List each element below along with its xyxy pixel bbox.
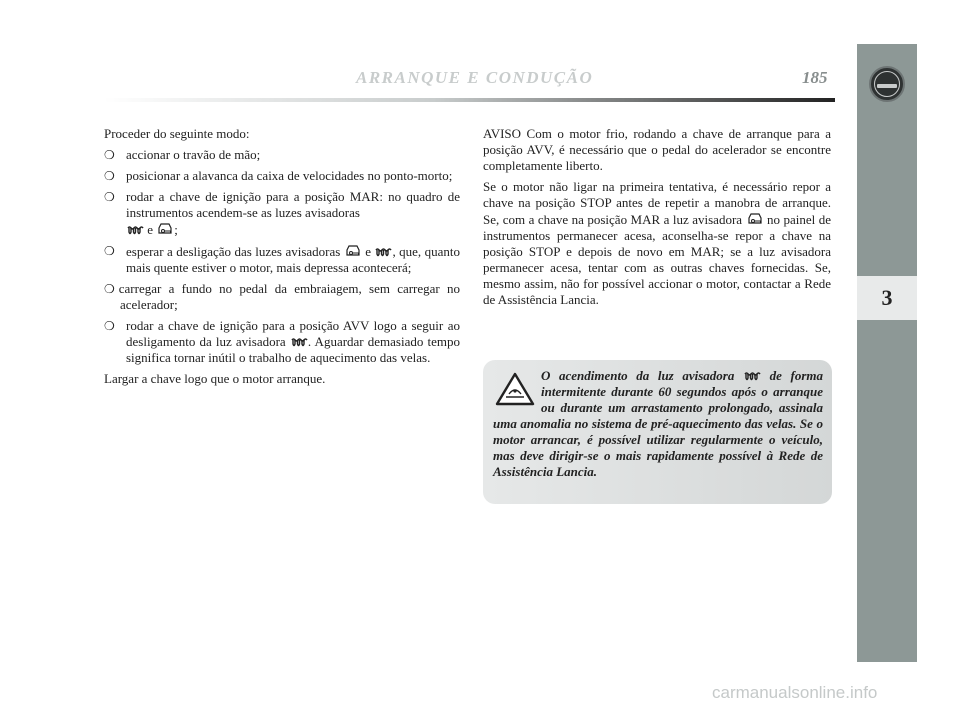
immobilizer-icon [344, 243, 362, 259]
warning-box [483, 360, 832, 504]
warning-text: O acendimento da luz avisadora de forma intermitente durante 60 segundos após o arranque ou durante um arrastamento prolongado, assinala uma anomalia no sistema de pré-aquecimento das velas. Se o motor arrancar, é possível utilizar regularmente o veículo, mas deve dirigir-se o mais rapidamente possível à Rede de Assistência Lancia. [493, 368, 823, 479]
warning-triangle-icon [493, 368, 541, 412]
bullet-icon: ❍ [104, 319, 115, 333]
chapter-tab[interactable]: 3 [857, 276, 917, 320]
chapter-sidebar [857, 44, 917, 662]
outro-text: Largar a chave logo que o motor arranque. [104, 371, 326, 386]
glow-plug-icon [374, 247, 392, 259]
list-item: ❍ esperar a desligação das luzes avisadoras e , que, quanto mais quente estiver o motor, mais depressa acontecerá; [104, 244, 460, 275]
page-title: ARRANQUE E CONDUÇÃO [356, 68, 594, 87]
page-number: 185 [802, 68, 828, 87]
glow-plug-icon [290, 337, 308, 349]
list-item: ❍ accionar o travão de mão; [104, 147, 261, 162]
bullet-icon: ❍ [104, 282, 115, 296]
caution-paragraph: AVISO Com o motor frio, rodando a chave de arranque para a posição AVV, é necessário que o pedal do acelerador se encontre completamente liberto. [483, 126, 831, 173]
retry-paragraph: Se o motor não ligar na primeira tentativa, é necessário repor a chave na posição STOP antes de repetir a manobra de arranque. Se, com a chave na posição MAR a luz avisadora no painel de instrumentos permanecer acesa, aconselha-se repor a chave na posição STOP e depois de novo em MAR; se a luz avisadora permanecer acesa, tentar com as outras chaves fornecidas. Se, mesmo assim, não for possível accionar o motor, contactar a Rede de Assistência Lancia. [483, 179, 831, 307]
list-item: ❍ rodar a chave de ignição para a posição AVV logo a seguir ao desligamento da luz avisadora . Aguardar demasiado tempo significa tornar inútil o trabalho de aquecimento das velas. [104, 318, 461, 365]
bullet-icon: ❍ [104, 244, 115, 258]
right-column [483, 126, 831, 313]
watermark: carmanualsonline.info [712, 683, 878, 702]
glow-plug-icon [743, 371, 761, 383]
bullet-icon: ❍ [104, 148, 115, 162]
header-rule [104, 98, 835, 102]
bullet-icon: ❍ [104, 169, 115, 183]
glow-plug-icon [126, 225, 144, 237]
list-item: ❍ posicionar a alavanca da caixa de velocidades no ponto-morto; [104, 168, 453, 183]
intro-text: Proceder do seguinte modo: [104, 126, 250, 141]
list-item: ❍ carregar a fundo no pedal da embraiagem, sem carregar no acelerador; [104, 281, 460, 312]
immobilizer-icon [156, 221, 174, 237]
lancia-logo-icon [869, 66, 905, 102]
list-item: ❍ rodar a chave de ignição para a posição MAR: no quadro de instrumentos acendem-se as luzes avisadoras e ; [104, 189, 460, 237]
left-column [104, 126, 460, 392]
bullet-icon: ❍ [104, 190, 115, 204]
immobilizer-icon [746, 211, 764, 227]
